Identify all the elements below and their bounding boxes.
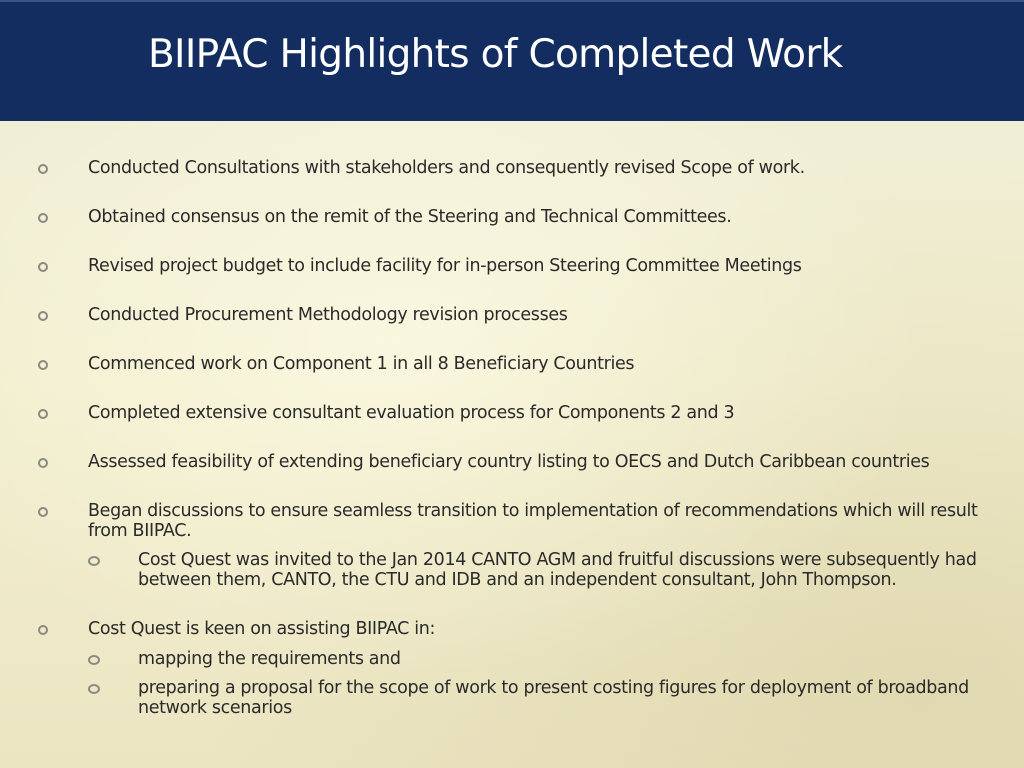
slide-title: BIIPAC Highlights of Completed Work [148, 32, 843, 77]
bullet-text: Assessed feasibility of extending beneficiary country listing to OECS and Dutch Caribbean countries [88, 452, 930, 472]
circle-bullet-icon [38, 507, 48, 517]
circle-bullet-icon [38, 409, 48, 419]
circle-bullet-icon [88, 684, 100, 694]
circle-bullet-icon [88, 655, 100, 665]
sub-bullet-text: preparing a proposal for the scope of work to present costing figures for deployment of broadband network scenarios [138, 678, 969, 718]
bullet-text: Conducted Procurement Methodology revision processes [88, 305, 568, 325]
bullet-text: Began discussions to ensure seamless transition to implementation of recommendations which will result from BIIPAC. [88, 501, 978, 541]
bullet-text: Conducted Consultations with stakeholders and consequently revised Scope of work. [88, 158, 805, 178]
sub-bullet-text: mapping the requirements and [138, 649, 401, 669]
circle-bullet-icon [38, 164, 48, 174]
circle-bullet-icon [38, 625, 48, 635]
circle-bullet-icon [38, 311, 48, 321]
circle-bullet-icon [38, 458, 48, 468]
bullet-text: Commenced work on Component 1 in all 8 Beneficiary Countries [88, 354, 635, 374]
bullet-text: Cost Quest is keen on assisting BIIPAC in: [88, 619, 436, 639]
bullet-text: Completed extensive consultant evaluation process for Components 2 and 3 [88, 403, 735, 423]
circle-bullet-icon [38, 213, 48, 223]
bullet-text: Revised project budget to include facility for in-person Steering Committee Meetings [88, 256, 802, 276]
circle-bullet-icon [88, 556, 100, 566]
bullet-text: Obtained consensus on the remit of the Steering and Technical Committees. [88, 207, 732, 227]
sub-bullet-text: Cost Quest was invited to the Jan 2014 CANTO AGM and fruitful discussions were subsequently had between them, CANTO, the CTU and IDB and an independent consultant, John Thompson. [138, 550, 977, 590]
circle-bullet-icon [38, 360, 48, 370]
circle-bullet-icon [38, 262, 48, 272]
